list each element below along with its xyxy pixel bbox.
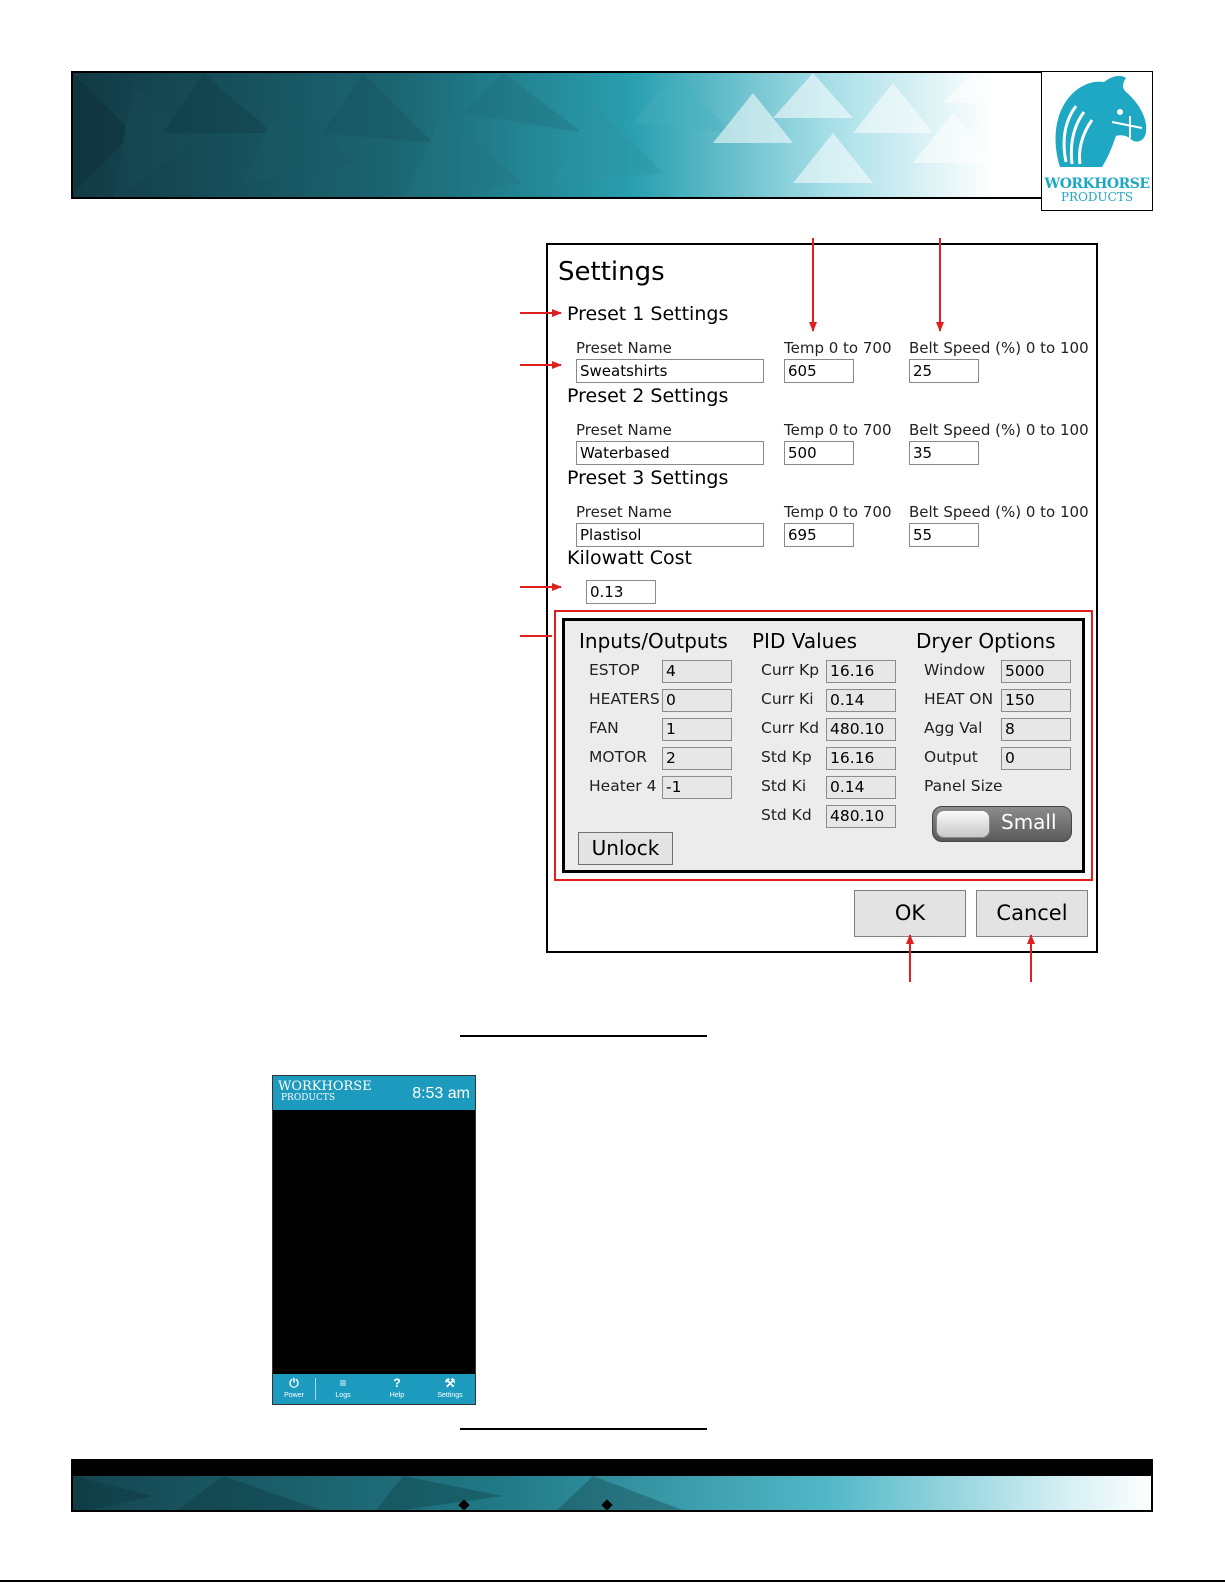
pid-field-std-ki[interactable]: 0.14 bbox=[826, 776, 896, 799]
dryer-label: Window bbox=[924, 661, 986, 679]
preset-2-speed-field[interactable]: 35 bbox=[909, 441, 979, 465]
logo-text-line1: WORKHORSE bbox=[1044, 176, 1150, 192]
pid-label: Curr Kp bbox=[761, 661, 820, 679]
preset-3-temp-field[interactable]: 695 bbox=[784, 523, 854, 547]
tab-label: Help bbox=[389, 1392, 405, 1399]
power-icon: ⏻ bbox=[289, 1376, 299, 1390]
io-label: MOTOR bbox=[589, 748, 648, 766]
preset-3-name-field[interactable]: Plastisol bbox=[576, 523, 764, 547]
dryer-label: Agg Val bbox=[924, 719, 983, 737]
tab-label: Power bbox=[284, 1392, 304, 1399]
panel-size-label: Panel Size bbox=[924, 777, 1003, 795]
kilowatt-cost-field[interactable]: 0.13 bbox=[586, 580, 656, 604]
preset-3-speed-field[interactable]: 55 bbox=[909, 523, 979, 547]
separator-rule-top bbox=[460, 1035, 707, 1037]
phone-top-bar bbox=[273, 1076, 475, 1110]
preset-1-heading: Preset 1 Settings bbox=[567, 303, 729, 325]
preset-1-temp-label: Temp 0 to 700 bbox=[784, 339, 892, 357]
preset-1-speed-label: Belt Speed (%) 0 to 100 bbox=[909, 339, 1089, 357]
io-field-heaters[interactable]: 0 bbox=[662, 689, 732, 712]
pid-heading: PID Values bbox=[752, 629, 858, 653]
preset-3-speed-label: Belt Speed (%) 0 to 100 bbox=[909, 503, 1089, 521]
kilowatt-cost-heading: Kilowatt Cost bbox=[567, 547, 693, 569]
preset-2-speed-label: Belt Speed (%) 0 to 100 bbox=[909, 421, 1089, 439]
tab-power[interactable] bbox=[273, 1374, 315, 1404]
io-heading: Inputs/Outputs bbox=[579, 629, 728, 653]
pid-field-curr-kd[interactable]: 480.10 bbox=[826, 718, 896, 741]
preset-2-temp-label: Temp 0 to 700 bbox=[784, 421, 892, 439]
phone-tab-bar bbox=[273, 1374, 475, 1404]
io-label: Heater 4 bbox=[589, 777, 657, 795]
io-field-fan[interactable]: 1 bbox=[662, 718, 732, 741]
phone-brand-line2: PRODUCTS bbox=[281, 1093, 336, 1103]
io-label: FAN bbox=[589, 719, 619, 737]
dryer-field-heat-on[interactable]: 150 bbox=[1001, 689, 1071, 712]
preset-1-speed-field[interactable]: 25 bbox=[909, 359, 979, 383]
dialog-title: Settings bbox=[558, 257, 665, 287]
panel-size-value: Small bbox=[1001, 810, 1057, 834]
dryer-field-window[interactable]: 5000 bbox=[1001, 660, 1071, 683]
dryer-options-heading: Dryer Options bbox=[916, 629, 1056, 653]
pid-field-curr-kp[interactable]: 16.16 bbox=[826, 660, 896, 683]
ok-button[interactable]: OK bbox=[854, 890, 966, 937]
io-label: HEATERS bbox=[589, 690, 660, 708]
phone-screenshot bbox=[272, 1075, 476, 1405]
preset-2-heading: Preset 2 Settings bbox=[567, 385, 729, 407]
preset-1-name-field[interactable]: Sweatshirts bbox=[576, 359, 764, 383]
footer-pattern bbox=[73, 1476, 1153, 1512]
preset-3-name-label: Preset Name bbox=[576, 503, 672, 521]
tab-settings[interactable] bbox=[425, 1374, 475, 1404]
logs-icon: ≡ bbox=[339, 1376, 347, 1390]
pid-label: Std Ki bbox=[761, 777, 807, 795]
pid-field-std-kd[interactable]: 480.10 bbox=[826, 805, 896, 828]
tab-logs[interactable] bbox=[319, 1374, 367, 1404]
io-field-estop[interactable]: 4 bbox=[662, 660, 732, 683]
tab-separator bbox=[315, 1378, 316, 1400]
preset-2-name-label: Preset Name bbox=[576, 421, 672, 439]
tab-help[interactable] bbox=[373, 1374, 421, 1404]
phone-clock: 8:53 am bbox=[412, 1085, 470, 1102]
pid-label: Std Kd bbox=[761, 806, 812, 824]
dryer-field-agg-val[interactable]: 8 bbox=[1001, 718, 1071, 741]
phone-brand-line1: WORKHORSE bbox=[278, 1079, 372, 1094]
pid-label: Std Kp bbox=[761, 748, 812, 766]
dryer-field-output[interactable]: 0 bbox=[1001, 747, 1071, 770]
io-field-heater-4[interactable]: -1 bbox=[662, 776, 732, 799]
io-label: ESTOP bbox=[589, 661, 640, 679]
dryer-label: Output bbox=[924, 748, 978, 766]
preset-2-temp-field[interactable]: 500 bbox=[784, 441, 854, 465]
io-field-motor[interactable]: 2 bbox=[662, 747, 732, 770]
pid-field-std-kp[interactable]: 16.16 bbox=[826, 747, 896, 770]
pid-label: Curr Kd bbox=[761, 719, 820, 737]
preset-3-heading: Preset 3 Settings bbox=[567, 467, 729, 489]
preset-3-temp-label: Temp 0 to 700 bbox=[784, 503, 892, 521]
preset-1-temp-field[interactable]: 605 bbox=[784, 359, 854, 383]
logo-text-line2: PRODUCTS bbox=[1060, 190, 1134, 204]
pid-field-curr-ki[interactable]: 0.14 bbox=[826, 689, 896, 712]
unlock-button[interactable]: Unlock bbox=[578, 832, 673, 865]
dryer-label: HEAT ON bbox=[924, 690, 994, 708]
separator-rule-bottom bbox=[460, 1428, 707, 1430]
help-icon: ? bbox=[393, 1376, 401, 1390]
preset-2-name-field[interactable]: Waterbased bbox=[576, 441, 764, 465]
cancel-button[interactable]: Cancel bbox=[976, 890, 1088, 937]
preset-1-name-label: Preset Name bbox=[576, 339, 672, 357]
footer-black-band bbox=[73, 1461, 1151, 1476]
tab-label: Settings bbox=[437, 1392, 463, 1399]
tab-label: Logs bbox=[335, 1392, 351, 1399]
page-bottom-line bbox=[0, 1580, 1225, 1582]
pid-label: Curr Ki bbox=[761, 690, 814, 708]
settings-icon: ⚒ bbox=[444, 1376, 456, 1390]
